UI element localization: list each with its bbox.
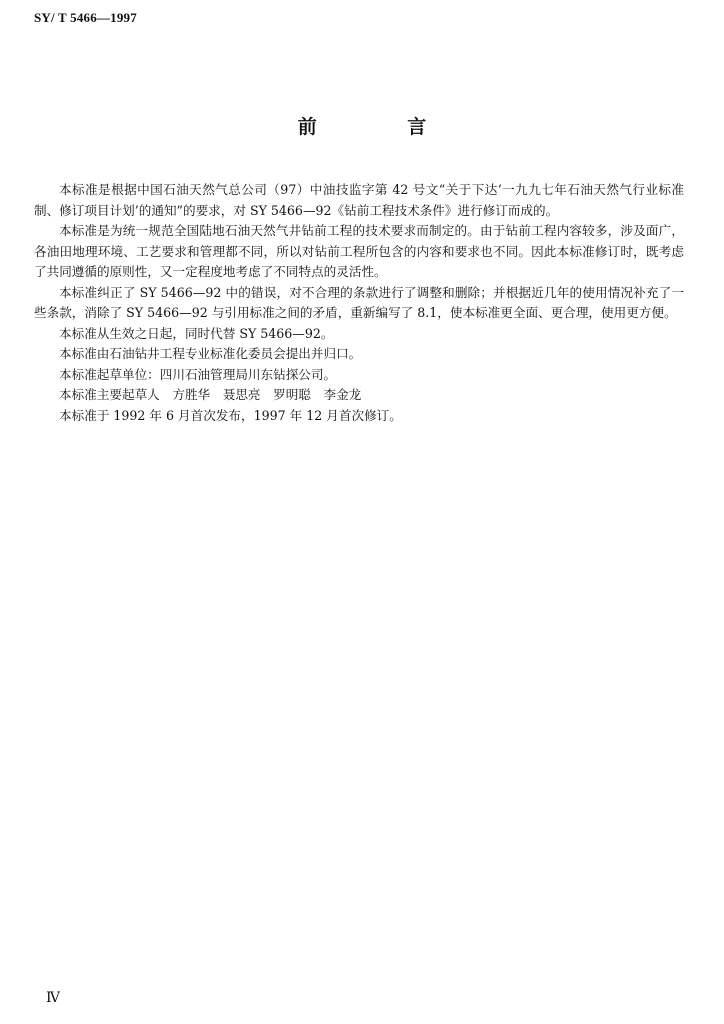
standard-code-header: SY/ T 5466—1997: [34, 10, 137, 25]
paragraph-history: 本标准于 1992 年 6 月首次发布，1997 年 12 月首次修订。: [59, 407, 402, 423]
paragraph-basis: 本标准是根据中国石油天然气总公司（97）中油技监字第 42 号文“关于下达‘一九九七年石油天然气行业标准制、修订项目计划’的通知”的要求，对 SY 5466—92《钻前工程技术条件》进行修订而成的。: [34, 182, 684, 218]
page-number: Ⅳ: [46, 991, 60, 1006]
paragraph-drafting-unit: 本标准起草单位：四川石油管理局川东钻探公司。: [59, 366, 337, 382]
paragraph-revisions: 本标准纠正了 SY 5466—92 中的错误，对不合理的条款进行了调整和删除；并根据近几年的使用情况补充了一些条款，消除了 SY 5466—92 与引用标准之间的矛盾，重新编写了 8.1，使本标准更全面、更合理，使用更方便。: [34, 284, 684, 320]
paragraph-proposer: 本标准由石油钻井工程专业标准化委员会提出并归口。: [59, 346, 362, 361]
paragraph-replacement: 本标准从生效之日起，同时代替 SY 5466—92。: [59, 325, 334, 341]
page-title: 前 言: [297, 116, 469, 138]
paragraph-drafters: 本标准主要起草人 方胜华 聂思亮 罗明聪 李金龙: [59, 387, 362, 402]
foreword-body: [34, 180, 684, 426]
paragraph-purpose: 本标准是为统一规范全国陆地石油天然气井钻前工程的技术要求而制定的。由于钻前工程内容较多，涉及面广，各油田地理环境、工艺要求和管理都不同，所以对钻前工程所包含的内容和要求也不同。因此本标准修订时，既考虑了共同遵循的原则性，又一定程度地考虑了不同特点的灵活性。: [34, 223, 684, 279]
